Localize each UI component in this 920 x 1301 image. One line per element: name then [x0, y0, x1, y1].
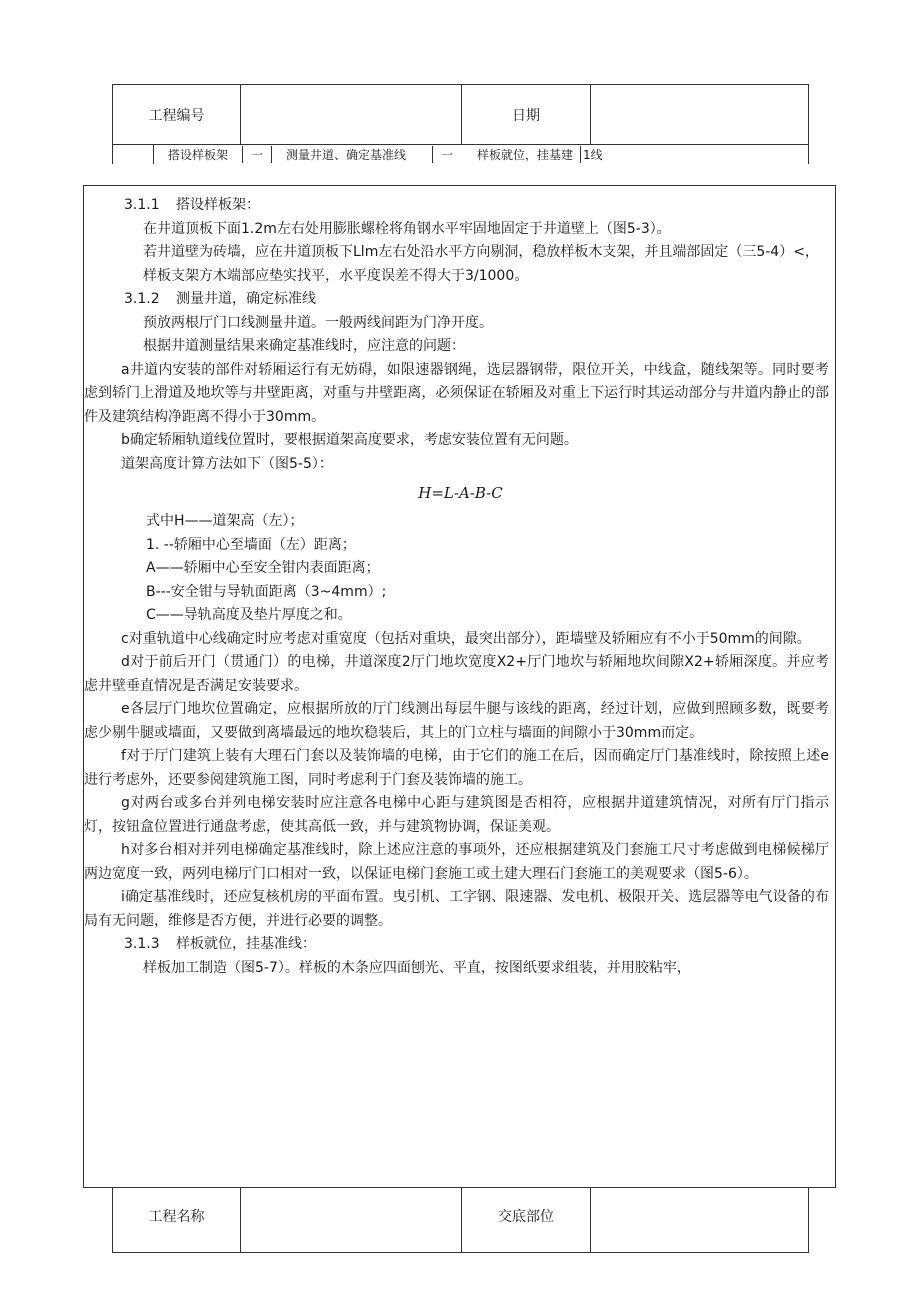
- flow-step-2: 测量井道、确定基准线: [271, 146, 433, 163]
- paragraph: 样板支架方木端部应垫实找平，水平度误差不得大于3/1000。: [143, 267, 529, 284]
- paragraph: a井道内安装的部件对轿厢运行有无妨碍，如限速器钢绳，选层器钢带，限位开关，中线盒，随线架等。同时要考虑到轿门上滑道及地坎等与井壁距离，对重与井壁距离，必须保证在轿厢及对重上下运行时其运动部分与井道内静止的部件及建筑结构净距离不得小于30mm。: [84, 361, 829, 425]
- header-table: [112, 84, 809, 164]
- flow-dash-2: 一: [440, 148, 453, 162]
- content-box: [83, 185, 836, 1188]
- paragraph: b确定轿厢轨道线位置时，要根据道架高度要求，考虑安装位置有无问题。: [121, 432, 578, 448]
- paragraph: 在井道顶板下面1.2m左右处用膨胀螺栓将角钢水平牢固地固定于井道壁上（图5-3）。: [143, 220, 671, 237]
- project-no-value: [241, 85, 462, 145]
- flow-step-3: 样板就位，挂基建: [461, 146, 581, 163]
- paragraph: 样板加工制造（图5-7）。样板的木条应四面刨光、平直，按图纸要求组装，并用胶粘牢，: [143, 959, 691, 976]
- formula-definition: 1. --轿厢中心至墙面（左）距离；: [146, 536, 356, 553]
- project-name-value: [241, 1188, 462, 1253]
- flow-dash-1: 一: [250, 148, 263, 162]
- formula-definition: A——轿厢中心至安全钳内表面距离；: [146, 560, 380, 576]
- paragraph: e各层厅门地坎位置确定，应根据所放的厅门线测出每层牛腿与该线的距离，经过计划，应做到照顾多数，既要考虑少剔牛腿或墙面，又要做到离墙最远的地坎稳装后，其上的门立柱与墙面的间隙小于30mm而定。: [84, 701, 829, 741]
- project-no-label: 工程编号: [113, 85, 241, 145]
- process-flow: [113, 145, 808, 164]
- paragraph: c对重轨道中心线确定时应考虑对重宽度（包括对重块，最突出部分），距墙壁及轿厢应有不小于50mm的间隙。: [121, 630, 811, 647]
- content-text: [84, 194, 837, 980]
- flow-step-3-tail: 1线: [583, 148, 603, 162]
- paragraph: d对于前后开门（贯通门）的电梯，井道深度2厅门地坎宽度X2+厅门地坎与轿厢地坎间隙X2+轿厢深度。并应考虑井壁垂直情况是否满足安装要求。: [84, 654, 829, 694]
- date-label: 日期: [462, 85, 591, 145]
- part-label: 交底部位: [462, 1188, 591, 1253]
- paragraph: i确定基准线时，还应复核机房的平面布置。曳引机、工字钢、限速器、发电机、极限开关、选层器等电气设备的布局有无问题，维修是否方便，并进行必要的调整。: [84, 889, 829, 929]
- flow-step-1: 搭设样板架: [154, 146, 243, 163]
- part-value: [591, 1188, 809, 1253]
- formula: H=L-A-B-C: [418, 484, 503, 502]
- paragraph: g对两台或多台并列电梯安装时应注意各电梯中心距与建筑图是否相符，应根据井道建筑情况，对所有厅门指示灯，按钮盒位置进行通盘考虑，使其高低一致，并与建筑物协调，保证美观。: [84, 795, 829, 835]
- paragraph: f对于厅门建筑上装有大理石门套以及装饰墙的电梯，由于它们的施工在后，因而确定厅门基准线时，除按照上述e进行考虑外，还要参阅建筑施工图，同时考虑利于门套及装饰墙的施工。: [84, 748, 829, 788]
- process-flow-row: [113, 145, 809, 165]
- formula-definition: 式中H——道架高（左）；: [146, 513, 304, 529]
- paragraph: 道架高度计算方法如下（图5-5）：: [121, 455, 333, 472]
- paragraph: h对多台相对并列电梯确定基准线时，除上述应注意的事项外，还应根据建筑及门套施工尺寸考虑做到电梯候梯厅两边宽度一致，两列电梯厅门口相对一致，以保证电梯门套施工或土建大理石门套施工的美观要求（图5-6）。: [84, 842, 829, 882]
- paragraph: 预放两根厅门口线测量井道。一般两线间距为门净开度。: [143, 314, 493, 331]
- paragraph: 若井道壁为砖墙，应在井道顶板下Llm左右处沿水平方向剔洞，稳放样板木支架，并且端部固定（三5-4）<，: [143, 244, 819, 260]
- date-value: [591, 85, 809, 145]
- section-3-1-2-heading: 3.1.2 测量井道，确定标准线: [124, 291, 316, 307]
- formula-definition: B---安全钳与导轨面距离（3~4mm）;: [146, 583, 387, 600]
- section-3-1-3-heading: 3.1.3 样板就位，挂基准线：: [124, 936, 316, 952]
- project-name-label: 工程名称: [113, 1188, 241, 1253]
- section-3-1-1-heading: 3.1.1 搭设样板架：: [124, 197, 260, 213]
- footer-table: [112, 1188, 809, 1253]
- formula-definition: C——导轨高度及垫片厚度之和。: [146, 607, 352, 623]
- paragraph: 根据井道测量结果来确定基准线时，应注意的问题：: [143, 338, 465, 354]
